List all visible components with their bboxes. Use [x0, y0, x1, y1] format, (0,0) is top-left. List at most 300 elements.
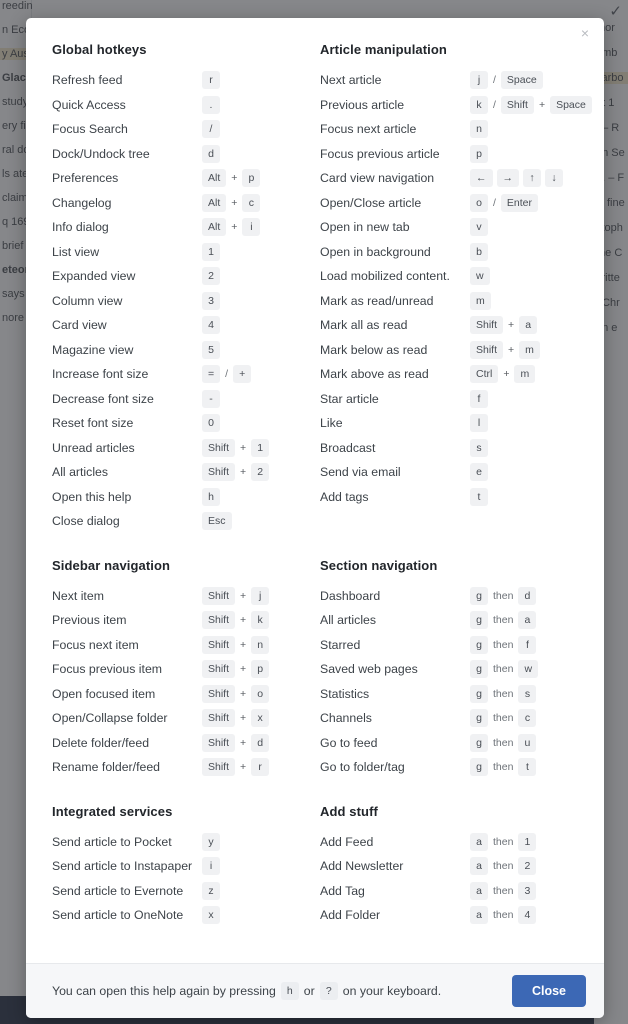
key-badge: g	[470, 758, 488, 776]
key-separator-then: then	[493, 638, 514, 651]
footer-hint	[52, 982, 512, 1000]
shortcut-label: Dock/Undock tree	[52, 146, 150, 161]
key-separator-or: /	[493, 98, 496, 111]
key-badge: g	[470, 734, 488, 752]
shortcut-label: Card view navigation	[320, 171, 435, 186]
shortcut-keys	[470, 218, 582, 236]
section-title: Sidebar navigation	[52, 557, 171, 573]
key-badge: r	[251, 758, 269, 776]
shortcut-keys	[470, 365, 582, 383]
shortcut-row	[320, 436, 582, 461]
section-title: Global hotkeys	[52, 42, 147, 57]
shortcut-label: Add Feed	[320, 834, 374, 849]
key-badge: Ctrl	[470, 365, 498, 383]
key-badge: z	[202, 882, 220, 900]
section-article-manipulation	[320, 42, 586, 534]
shortcut-keys	[202, 341, 314, 359]
shortcut-keys	[470, 906, 582, 924]
shortcut-row	[52, 362, 314, 387]
key-separator-then: then	[493, 663, 514, 676]
key-badge: g	[470, 611, 488, 629]
shortcut-keys	[470, 243, 582, 261]
key-separator-plus: +	[240, 761, 247, 774]
section-title: Article manipulation	[320, 42, 447, 57]
key-badge: Shift	[202, 660, 235, 678]
shortcut-row	[52, 584, 314, 609]
shortcut-row	[320, 191, 582, 216]
shortcut-keys	[470, 267, 582, 285]
shortcut-keys	[202, 636, 314, 654]
shortcut-row	[52, 879, 314, 904]
key-badge: 4	[518, 906, 536, 924]
shortcut-keys	[202, 463, 314, 481]
key-badge: Shift	[202, 685, 235, 703]
keyboard-shortcuts-dialog	[26, 18, 604, 1018]
shortcut-label: Decrease font size	[52, 391, 154, 406]
section-integrated-services	[52, 804, 314, 928]
shortcut-keys	[470, 636, 582, 654]
key-badge: .	[202, 96, 220, 114]
shortcut-row	[320, 240, 582, 265]
key-separator-plus: +	[231, 172, 238, 185]
key-badge: l	[470, 414, 488, 432]
shortcut-keys	[470, 488, 582, 506]
shortcut-keys	[202, 365, 314, 383]
shortcut-label: Add Tag	[320, 883, 365, 898]
shortcut-label: Expanded view	[52, 269, 136, 284]
key-badge: Alt	[202, 218, 226, 236]
key-badge: 3	[202, 292, 220, 310]
shortcut-keys	[470, 709, 582, 727]
key-badge: a	[470, 857, 488, 875]
shortcut-keys	[202, 709, 314, 727]
key-badge: x	[251, 709, 269, 727]
key-badge: 2	[202, 267, 220, 285]
key-badge: k	[251, 611, 269, 629]
footer-text-after: on your keyboard.	[342, 984, 442, 998]
key-badge: g	[470, 587, 488, 605]
key-badge: m	[519, 341, 540, 359]
key-badge: p	[242, 169, 260, 187]
shortcut-row	[52, 93, 314, 118]
shortcut-label: Close dialog	[52, 514, 120, 529]
shortcut-row	[52, 854, 314, 879]
key-separator-plus: +	[231, 221, 238, 234]
key-badge: m	[514, 365, 535, 383]
key-badge: 0	[202, 414, 220, 432]
shortcut-keys	[470, 660, 582, 678]
shortcut-row	[320, 682, 582, 707]
shortcut-row	[52, 338, 314, 363]
shortcut-keys	[470, 734, 582, 752]
shortcut-row	[320, 633, 582, 658]
shortcut-row	[320, 411, 582, 436]
shortcut-row	[320, 93, 586, 118]
key-separator-plus: +	[240, 466, 247, 479]
key-badge: -	[202, 390, 220, 408]
shortcut-keys	[470, 292, 582, 310]
close-icon[interactable]: ×	[580, 25, 590, 41]
key-badge: m	[470, 292, 491, 310]
key-separator-then: then	[493, 736, 514, 749]
shortcut-label: Statistics	[320, 686, 370, 701]
key-badge: b	[470, 243, 488, 261]
shortcut-keys	[470, 316, 582, 334]
shortcut-label: Send article to Pocket	[52, 834, 172, 849]
key-badge: n	[470, 120, 488, 138]
shortcut-row	[320, 362, 582, 387]
section-title: Integrated services	[52, 803, 173, 819]
shortcut-keys	[202, 71, 314, 89]
shortcut-label: Previous article	[320, 97, 405, 112]
shortcut-row	[320, 460, 582, 485]
shortcut-keys	[470, 96, 592, 114]
key-separator-then: then	[493, 614, 514, 627]
key-separator-or: /	[493, 74, 496, 87]
key-separator-or: /	[225, 368, 229, 381]
key-badge: g	[470, 709, 488, 727]
key-badge: Shift	[202, 636, 235, 654]
shortcut-row	[52, 387, 314, 412]
shortcut-keys	[202, 833, 314, 851]
key-badge: i	[202, 857, 220, 875]
key-badge: g	[470, 636, 488, 654]
shortcut-row	[52, 264, 314, 289]
key-badge: f	[470, 390, 488, 408]
shortcut-label: Refresh feed	[52, 73, 123, 88]
shortcut-label: Open this help	[52, 489, 132, 504]
key-badge: 2	[251, 463, 269, 481]
key-badge: h	[202, 488, 220, 506]
shortcut-label: Load mobilized content.	[320, 269, 450, 284]
dialog-footer	[26, 963, 604, 1018]
key-badge: 4	[202, 316, 220, 334]
shortcut-keys	[202, 611, 314, 629]
shortcut-keys	[202, 439, 314, 457]
shortcut-row	[52, 633, 314, 658]
shortcut-row	[320, 903, 582, 928]
shortcut-row	[52, 191, 314, 216]
shortcut-keys	[470, 685, 582, 703]
shortcut-keys	[470, 341, 582, 359]
shortcut-label: Send article to Instapaper	[52, 859, 193, 874]
shortcut-label: Channels	[320, 711, 372, 726]
shortcut-row	[52, 313, 314, 338]
shortcut-label: Open in new tab	[320, 220, 410, 235]
key-badge: Shift	[202, 611, 235, 629]
key-badge: w	[518, 660, 538, 678]
shortcut-keys	[202, 194, 314, 212]
key-badge: Shift	[501, 96, 534, 114]
shortcut-label: Focus next article	[320, 122, 417, 137]
key-badge: k	[470, 96, 488, 114]
key-badge: Space	[550, 96, 592, 114]
shortcut-keys	[202, 390, 314, 408]
key-badge: o	[470, 194, 488, 212]
shortcut-label: Open/Collapse folder	[52, 711, 168, 726]
key-badge: /	[202, 120, 220, 138]
shortcut-row	[52, 215, 314, 240]
shortcut-keys	[202, 145, 314, 163]
shortcut-row	[320, 264, 582, 289]
shortcut-label: Send article to Evernote	[52, 883, 184, 898]
shortcut-label: Column view	[52, 293, 123, 308]
key-badge: d	[251, 734, 269, 752]
shortcut-row	[320, 584, 582, 609]
shortcut-row	[320, 706, 582, 731]
shortcut-row	[52, 68, 314, 93]
key-badge: ↓	[545, 169, 563, 187]
shortcut-keys	[470, 463, 582, 481]
shortcut-label: Add tags	[320, 489, 369, 504]
shortcut-label: Go to feed	[320, 735, 378, 750]
shortcut-row	[320, 117, 582, 142]
key-badge: Shift	[470, 341, 503, 359]
key-badge: =	[202, 365, 220, 383]
shortcut-row	[320, 485, 582, 510]
shortcut-label: Next article	[320, 73, 382, 88]
shortcut-label: Open/Close article	[320, 195, 422, 210]
shortcut-row	[52, 755, 314, 780]
key-separator-plus: +	[240, 687, 247, 700]
close-button[interactable]: Close	[512, 975, 586, 1007]
shortcut-keys	[202, 316, 314, 334]
key-badge: w	[470, 267, 490, 285]
key-badge: Shift	[202, 587, 235, 605]
shortcut-row	[52, 240, 314, 265]
section-sidebar-navigation	[52, 558, 314, 780]
key-badge: r	[202, 71, 220, 89]
footer-key-question: ?	[320, 982, 338, 1000]
shortcut-row	[320, 289, 582, 314]
shortcut-label: Focus next item	[52, 637, 139, 652]
key-badge: ←	[470, 169, 493, 187]
key-separator-plus: +	[240, 663, 247, 676]
shortcut-keys	[470, 390, 582, 408]
key-badge: a	[470, 882, 488, 900]
key-separator-then: then	[493, 712, 514, 725]
key-badge: t	[518, 758, 536, 776]
key-badge: 2	[518, 857, 536, 875]
key-separator-then: then	[493, 884, 514, 897]
key-badge: d	[202, 145, 220, 163]
key-badge: a	[519, 316, 537, 334]
shortcut-keys	[202, 96, 314, 114]
shortcut-row	[52, 903, 314, 928]
section-title: Add stuff	[320, 803, 378, 819]
key-badge: a	[518, 611, 536, 629]
shortcut-row	[52, 166, 314, 191]
key-badge: v	[470, 218, 488, 236]
key-separator-then: then	[493, 687, 514, 700]
key-badge: u	[518, 734, 536, 752]
key-badge: →	[497, 169, 520, 187]
key-badge: Shift	[202, 758, 235, 776]
section-add-stuff	[320, 804, 582, 928]
shortcut-label: Previous item	[52, 613, 127, 628]
shortcut-row	[52, 142, 314, 167]
shortcut-keys	[470, 145, 582, 163]
shortcut-label: List view	[52, 244, 100, 259]
key-badge: f	[518, 636, 536, 654]
key-separator-then: then	[493, 835, 514, 848]
key-badge: 1	[202, 243, 220, 261]
key-badge: 1	[251, 439, 269, 457]
key-badge: d	[518, 587, 536, 605]
shortcut-label: Send article to OneNote	[52, 908, 184, 923]
shortcut-keys	[202, 882, 314, 900]
key-badge: Shift	[470, 316, 503, 334]
shortcut-label: Dashboard	[320, 588, 381, 603]
key-separator-plus: +	[240, 736, 247, 749]
shortcut-row	[52, 830, 314, 855]
shortcut-row	[320, 338, 582, 363]
shortcut-keys	[470, 611, 582, 629]
shortcut-label: Mark above as read	[320, 367, 429, 382]
section-section-navigation	[320, 558, 582, 780]
shortcut-keys	[470, 439, 582, 457]
shortcut-keys	[470, 194, 582, 212]
shortcut-label: Info dialog	[52, 220, 109, 235]
shortcut-label: Rename folder/feed	[52, 760, 161, 775]
shortcut-row	[52, 436, 314, 461]
key-badge: j	[251, 587, 269, 605]
shortcut-keys	[202, 758, 314, 776]
key-badge: y	[202, 833, 220, 851]
key-separator-plus: +	[508, 343, 515, 356]
key-separator-then: then	[493, 860, 514, 873]
shortcut-label: Open in background	[320, 244, 431, 259]
footer-key-h: h	[281, 982, 299, 1000]
key-badge: a	[470, 833, 488, 851]
key-separator-plus: +	[240, 614, 247, 627]
shortcut-label: Open focused item	[52, 686, 156, 701]
shortcut-row	[52, 460, 314, 485]
key-badge: c	[242, 194, 260, 212]
key-separator-plus: +	[240, 712, 247, 725]
shortcut-label: Preferences	[52, 171, 119, 186]
shortcut-keys	[470, 587, 582, 605]
shortcut-row	[320, 879, 582, 904]
key-badge: ↑	[523, 169, 541, 187]
shortcut-label: Increase font size	[52, 367, 149, 382]
shortcut-row	[320, 657, 582, 682]
shortcut-row	[320, 68, 582, 93]
key-badge: Alt	[202, 169, 226, 187]
key-badge: Shift	[202, 463, 235, 481]
shortcut-label: Focus previous article	[320, 146, 440, 161]
shortcut-label: Next item	[52, 588, 104, 603]
key-badge: s	[518, 685, 536, 703]
shortcut-row	[52, 411, 314, 436]
shortcut-keys	[202, 906, 314, 924]
shortcut-label: Magazine view	[52, 342, 134, 357]
key-badge: Alt	[202, 194, 226, 212]
key-badge: x	[202, 906, 220, 924]
key-separator-plus: +	[538, 98, 546, 111]
key-separator-then: then	[493, 761, 514, 774]
shortcut-keys	[470, 857, 582, 875]
key-badge: i	[242, 218, 260, 236]
key-separator-plus: +	[231, 196, 238, 209]
key-badge: Shift	[202, 734, 235, 752]
shortcut-label: Mark below as read	[320, 342, 428, 357]
shortcut-label: Mark all as read	[320, 318, 408, 333]
shortcut-label: Reset font size	[52, 416, 134, 431]
key-separator-plus: +	[240, 638, 247, 651]
key-separator-or: /	[493, 196, 496, 209]
shortcut-label: Broadcast	[320, 440, 376, 455]
key-badge: c	[518, 709, 536, 727]
shortcut-row	[320, 166, 582, 191]
key-badge: o	[251, 685, 269, 703]
shortcut-keys	[202, 243, 314, 261]
key-badge: 1	[518, 833, 536, 851]
shortcut-label: Saved web pages	[320, 662, 418, 677]
key-badge: +	[233, 365, 251, 383]
key-badge: 5	[202, 341, 220, 359]
key-badge: Esc	[202, 512, 232, 530]
shortcut-row	[320, 854, 582, 879]
shortcut-row	[52, 731, 314, 756]
key-badge: t	[470, 488, 488, 506]
shortcut-label: Focus previous item	[52, 662, 163, 677]
shortcut-keys	[202, 488, 314, 506]
shortcut-keys	[202, 414, 314, 432]
shortcut-keys	[202, 734, 314, 752]
key-badge: g	[470, 685, 488, 703]
shortcut-label: Like	[320, 416, 343, 431]
key-badge: g	[470, 660, 488, 678]
shortcut-keys	[470, 120, 582, 138]
shortcut-keys	[202, 512, 314, 530]
shortcut-label: Unread articles	[52, 440, 135, 455]
key-separator-plus: +	[503, 368, 510, 381]
shortcut-keys	[202, 660, 314, 678]
shortcut-row	[52, 117, 314, 142]
shortcut-label: Mark as read/unread	[320, 293, 434, 308]
key-badge: s	[470, 439, 488, 457]
key-badge: 3	[518, 882, 536, 900]
shortcut-keys	[202, 267, 314, 285]
key-badge: a	[470, 906, 488, 924]
shortcut-row	[320, 830, 582, 855]
shortcut-keys	[202, 218, 314, 236]
shortcut-label: Star article	[320, 391, 379, 406]
shortcut-label: Focus Search	[52, 122, 128, 137]
shortcut-row	[52, 289, 314, 314]
shortcuts-body	[26, 18, 604, 963]
key-badge: e	[470, 463, 488, 481]
shortcut-row	[52, 706, 314, 731]
shortcut-keys	[202, 587, 314, 605]
section-title: Section navigation	[320, 557, 438, 573]
key-badge: Shift	[202, 709, 235, 727]
shortcut-label: Add Newsletter	[320, 859, 404, 874]
key-separator-plus: +	[240, 589, 247, 602]
shortcut-row	[320, 142, 582, 167]
shortcut-keys	[470, 414, 582, 432]
shortcut-row	[52, 657, 314, 682]
key-badge: p	[251, 660, 269, 678]
shortcut-row	[52, 682, 314, 707]
shortcut-row	[320, 313, 582, 338]
shortcut-row	[52, 485, 314, 510]
key-badge: n	[251, 636, 269, 654]
shortcut-label: Go to folder/tag	[320, 760, 405, 775]
shortcut-keys	[202, 120, 314, 138]
shortcut-label: All articles	[320, 613, 377, 628]
